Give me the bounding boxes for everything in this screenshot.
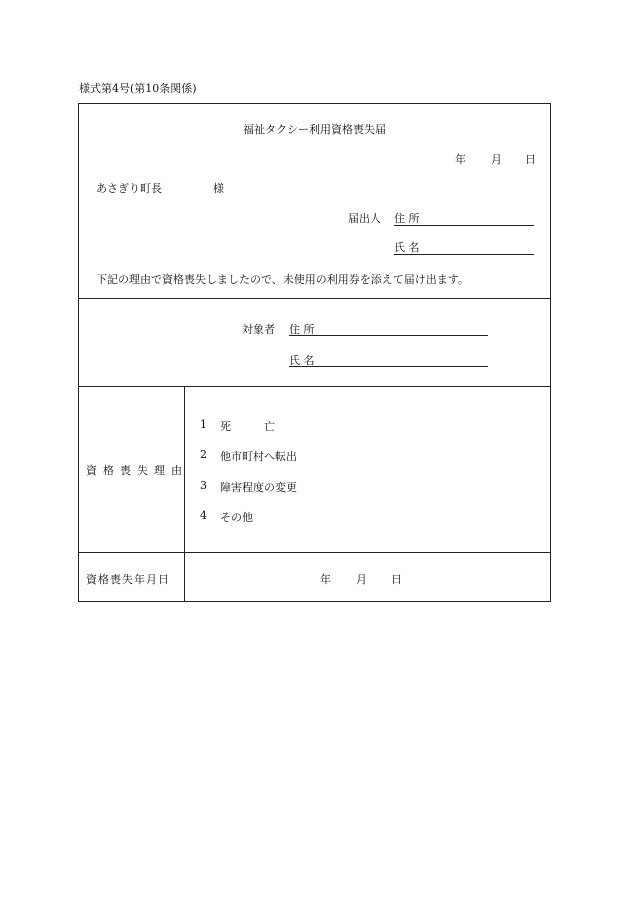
applicant-label: 届出人 <box>348 212 381 225</box>
reason-item-4-num: 4 <box>200 509 207 522</box>
subject-name-line <box>289 366 488 367</box>
subject-address-label: 住 所 <box>289 323 315 336</box>
form-number: 様式第4号(第10条関係) <box>79 82 197 95</box>
subject-address-line <box>289 335 488 336</box>
loss-date-year: 年 <box>320 573 331 586</box>
reason-item-2-text: 他市町村へ転出 <box>220 450 297 463</box>
loss-date-label: 資格喪失年月日 <box>86 573 170 586</box>
date-year: 年 <box>455 153 466 166</box>
subject-name-label: 氏 名 <box>289 354 315 367</box>
applicant-name-line <box>394 254 534 255</box>
date-day: 日 <box>525 153 536 166</box>
reason-item-1-text: 死 亡 <box>220 420 275 433</box>
form-title: 福祉タクシー利用資格喪失届 <box>243 123 386 136</box>
form-frame <box>78 103 551 602</box>
divider-2 <box>79 386 550 387</box>
loss-date-day: 日 <box>391 573 402 586</box>
divider-1 <box>79 298 550 299</box>
applicant-address-line <box>394 225 534 226</box>
reason-item-2-num: 2 <box>200 448 207 461</box>
addressee-honorific: 様 <box>213 182 224 195</box>
reason-label: 資格喪失理由 <box>86 464 188 477</box>
label-column-divider <box>184 386 185 602</box>
reason-item-3-text: 障害程度の変更 <box>220 481 297 494</box>
subject-label: 対象者 <box>242 323 275 336</box>
reason-item-4-text: その他 <box>220 511 253 524</box>
statement-text: 下記の理由で資格喪失しましたので、未使用の利用券を添えて届け出ます。 <box>96 273 469 286</box>
reason-item-3-num: 3 <box>200 479 207 492</box>
addressee-name: あさぎり町長 <box>96 182 162 195</box>
divider-3 <box>79 552 550 553</box>
reason-item-1-num: 1 <box>200 418 207 431</box>
applicant-name-label: 氏 名 <box>394 241 420 254</box>
date-month: 月 <box>491 153 502 166</box>
loss-date-month: 月 <box>356 573 367 586</box>
applicant-address-label: 住 所 <box>394 212 420 225</box>
